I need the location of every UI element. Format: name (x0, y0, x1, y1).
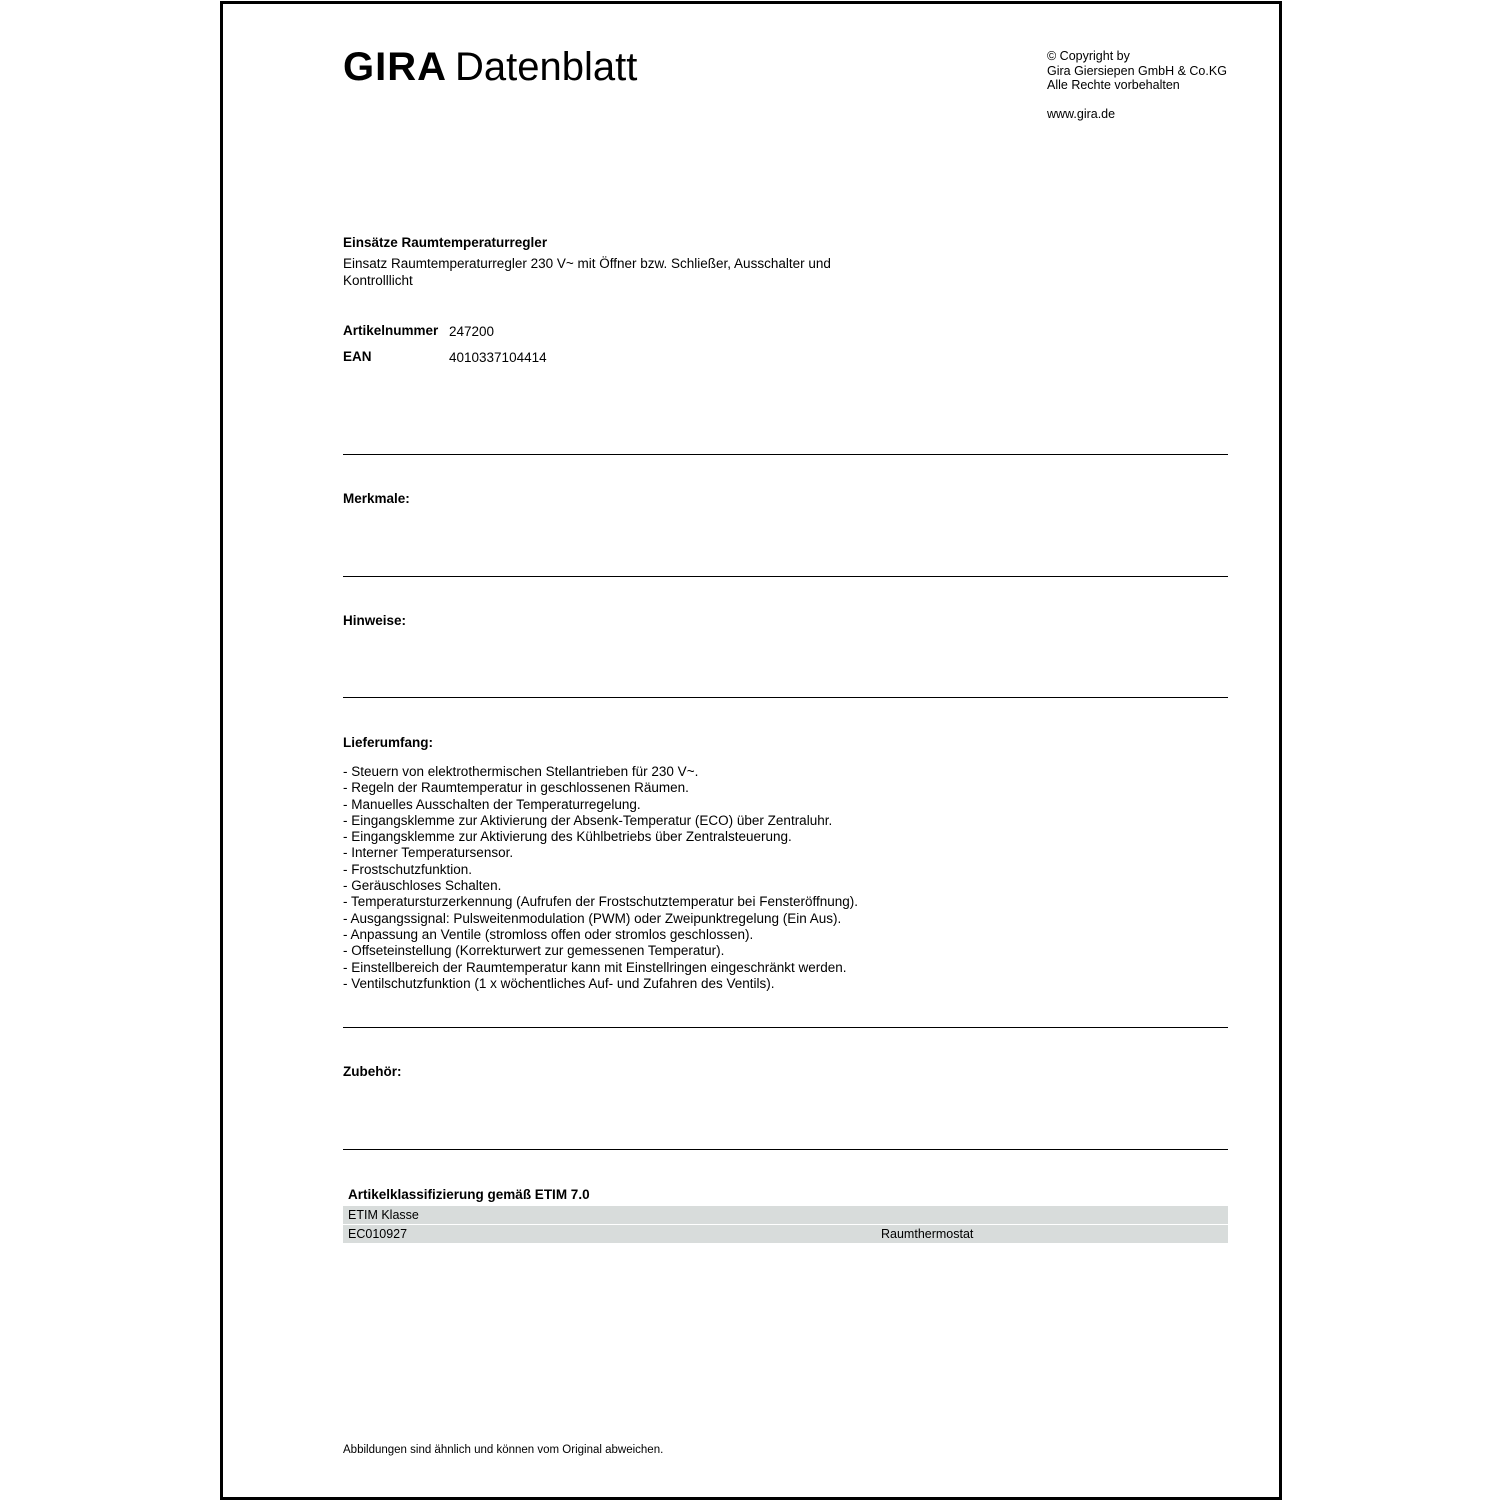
feature-item: - Manuelles Ausschalten der Temperaturregelung. (343, 796, 641, 812)
gira-logo (343, 44, 637, 90)
ean-label: EAN (343, 349, 372, 364)
etim-title: Artikelklassifizierung gemäß ETIM 7.0 (348, 1187, 590, 1202)
product-title: Einsätze Raumtemperaturregler (343, 235, 548, 250)
copyright-line: © Copyright by (1047, 49, 1130, 63)
feature-item: - Steuern von elektrothermischen Stellantrieben für 230 V~. (343, 764, 699, 779)
feature-item: - Temperatursturzerkennung (Aufrufen der Frostschutztemperatur bei Fensteröffnung). (343, 894, 859, 910)
feature-item: - Eingangsklemme zur Aktivierung der Absenk-Temperatur (ECO) über Zentraluhr. (343, 812, 833, 828)
divider (343, 454, 1228, 455)
copyright-line: Gira Giersiepen GmbH & Co.KG (1047, 63, 1227, 78)
section-hinweise-heading: Hinweise: (343, 613, 407, 628)
etim-table (343, 1206, 1228, 1243)
article-number-value: 247200 (449, 324, 495, 339)
feature-item: - Ventilschutzfunktion (1 x wöchentliches Auf- und Zufahren des Ventils). (343, 975, 775, 991)
feature-item: - Offseteinstellung (Korrekturwert zur gemessenen Temperatur). (343, 943, 725, 959)
footer-disclaimer: Abbildungen sind ähnlich und können vom Original abweichen. (343, 1444, 664, 1456)
feature-item: - Eingangsklemme zur Aktivierung des Kühlbetriebs über Zentralsteuerung. (343, 829, 792, 845)
brand-name: GIRA (343, 45, 447, 89)
feature-item: - Geräuschloses Schalten. (343, 878, 502, 894)
doc-type-title: Datenblatt (455, 45, 638, 89)
etim-class-code: EC010927 (348, 1227, 408, 1241)
product-description: Einsatz Raumtemperaturregler 230 V~ mit Öffner bzw. Schließer, Ausschalter und Kontrolllicht (343, 256, 831, 288)
etim-class-name: Raumthermostat (881, 1227, 974, 1241)
article-number-label: Artikelnummer (343, 323, 439, 338)
feature-item: - Frostschutzfunktion. (343, 861, 473, 877)
section-zubehoer-heading: Zubehör: (343, 1064, 402, 1079)
ean-value: 4010337104414 (449, 350, 547, 365)
feature-item: - Ausgangssignal: Pulsweitenmodulation (PWM) oder Zweipunktregelung (Ein Aus). (343, 910, 842, 926)
section-merkmale-heading: Merkmale: (343, 491, 410, 506)
feature-item: - Regeln der Raumtemperatur in geschlossenen Räumen. (343, 780, 689, 796)
website-link[interactable]: www.gira.de (1047, 106, 1116, 121)
etim-data-row (343, 1225, 1228, 1243)
datasheet-page (220, 1, 1282, 1500)
divider (343, 697, 1228, 698)
feature-item: - Anpassung an Ventile (stromloss offen oder stromlos geschlossen). (343, 926, 754, 942)
feature-item: - Einstellbereich der Raumtemperatur kann mit Einstellringen eingeschränkt werden. (343, 959, 847, 975)
feature-item: - Interner Temperatursensor. (343, 845, 514, 861)
divider (343, 576, 1228, 577)
copyright-line: Alle Rechte vorbehalten (1047, 78, 1180, 92)
copyright-block (1047, 49, 1227, 121)
etim-header-label: ETIM Klasse (348, 1208, 419, 1222)
divider (343, 1027, 1228, 1028)
divider (343, 1149, 1228, 1150)
etim-header-row (343, 1206, 1228, 1224)
section-lieferumfang-heading: Lieferumfang: (343, 735, 434, 750)
feature-list (343, 764, 858, 992)
